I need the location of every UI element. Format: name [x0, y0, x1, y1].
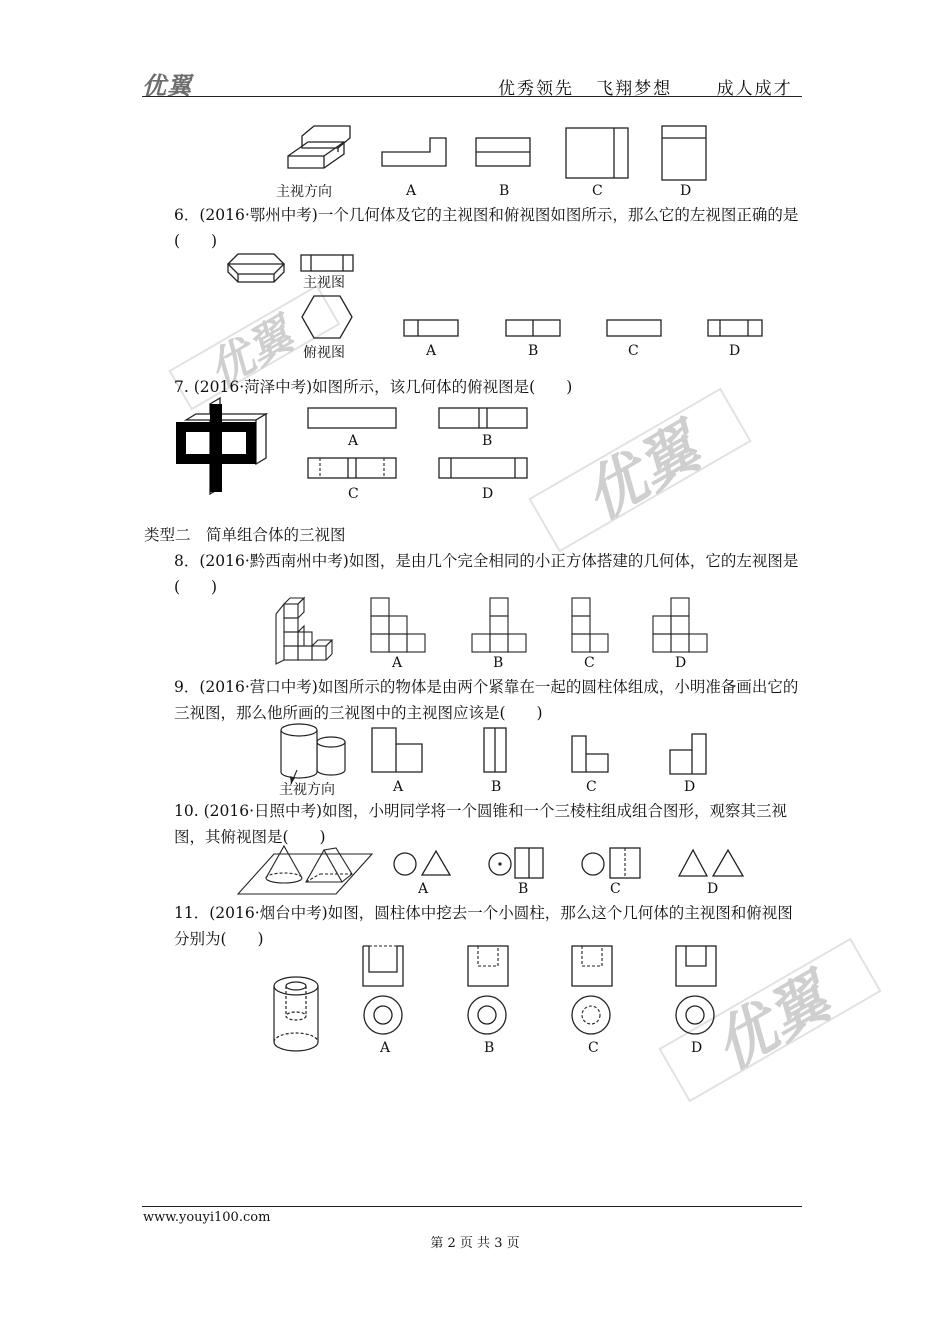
- q6-option-c: C: [628, 343, 639, 359]
- q6-front-view-label: 主视图: [303, 275, 345, 291]
- q11-option-a-top: [362, 994, 406, 1038]
- q6-option-a: A: [426, 343, 437, 359]
- q5-option-b-figure: [474, 136, 534, 176]
- q11-option-d: D: [691, 1040, 703, 1056]
- q9-option-a: A: [393, 779, 404, 795]
- q6-top-view: [300, 294, 356, 344]
- q11-option-a: A: [380, 1040, 391, 1056]
- q6-text: 6．(2016·鄂州中考)一个几何体及它的主视图和俯视图如图所示，那么它的左视图正确的是( ): [174, 206, 799, 250]
- q10-option-a: A: [418, 881, 429, 897]
- q11-option-b-top: [466, 994, 510, 1038]
- q8-cube-stack: [272, 598, 334, 672]
- q11-option-c: C: [588, 1040, 599, 1056]
- q9-option-c-figure: [570, 734, 614, 778]
- q5-option-d-figure: [660, 124, 710, 184]
- q6-top-view-label: 俯视图: [303, 345, 345, 361]
- q8-option-d-figure: [651, 596, 713, 656]
- q5-option-c-figure: [564, 126, 634, 181]
- q8-option-b-figure: [470, 596, 530, 656]
- q5-view-direction-label: 主视方向: [276, 184, 332, 200]
- q10-option-a-figure: [392, 848, 454, 882]
- watermark-1: 优翼: [200, 309, 302, 398]
- q5-option-a: A: [406, 183, 417, 199]
- q7-option-d-figure: [437, 456, 531, 482]
- q8-option-c: C: [584, 655, 595, 671]
- q7-option-a: A: [348, 433, 359, 449]
- header-slogan: 优秀领先 飞翔梦想 成人成才: [498, 79, 793, 99]
- q9-option-b: B: [491, 779, 502, 795]
- q10-cone-prism: [236, 844, 376, 896]
- q5-option-c: C: [592, 183, 603, 199]
- q10-option-b: B: [518, 881, 529, 897]
- q11-hollow-cylinder: [272, 968, 322, 1058]
- footer-url[interactable]: www.youyi100.com: [143, 1210, 271, 1225]
- q8-option-a-figure: [369, 596, 429, 656]
- q7-text: 7. (2016·菏泽中考)如图所示，该几何体的俯视图是( ): [174, 378, 573, 396]
- q11-option-b: B: [484, 1040, 495, 1056]
- q10-text: 10. (2016·日照中考)如图，小明同学将一个圆锥和一个三棱柱组成组合图形，观察其三视图，其俯视图是( ): [174, 802, 788, 846]
- q11-text: 11．(2016·烟台中考)如图，圆柱体中挖去一个小圆柱，那么这个几何体的主视图和俯视图分别为( ): [174, 904, 793, 948]
- q6-option-c-figure: [605, 318, 665, 340]
- q7-option-a-figure: [306, 406, 400, 432]
- q9-text: 9．(2016·营口中考)如图所示的物体是由两个紧靠在一起的圆柱体组成，小明准备画出它的三视图，那么他所画的三视图中的主视图应该是( ): [174, 678, 799, 722]
- q6-hexagonal-prism: [224, 250, 288, 286]
- q6-option-d: D: [729, 343, 741, 359]
- footer-rule: [142, 1206, 802, 1207]
- q7-option-c: C: [348, 486, 359, 502]
- q7-zhong-solid: [174, 398, 274, 494]
- q7-option-b-figure: [437, 406, 531, 432]
- q10-option-d: D: [707, 881, 719, 897]
- q8-option-c-figure: [570, 596, 614, 656]
- q11-option-a-front: [361, 944, 407, 990]
- q10-option-c: C: [610, 881, 621, 897]
- q5-option-d: D: [680, 183, 692, 199]
- q7-option-d: D: [482, 486, 494, 502]
- q11-option-d-front: [674, 944, 720, 990]
- q6-option-b-figure: [504, 318, 564, 340]
- q7-option-c-figure: [306, 456, 400, 482]
- q8-text: 8．(2016·黔西南州中考)如图，是由几个完全相同的小正方体搭建的几何体，它的左视图是( ): [174, 552, 799, 596]
- watermark-3: 优翼: [702, 963, 842, 1084]
- q5-option-b: B: [499, 183, 510, 199]
- q9-option-a-figure: [370, 726, 426, 776]
- q10-option-c-figure: [580, 846, 646, 880]
- q7-option-b: B: [482, 433, 493, 449]
- q10-option-d-figure: [677, 846, 749, 880]
- q8-option-d: D: [675, 655, 687, 671]
- q9-view-direction-label: 主视方向: [279, 782, 335, 798]
- q5-option-a-figure: [380, 136, 450, 176]
- q11-option-c-front: [570, 944, 616, 990]
- q10-option-b-figure: [487, 846, 549, 880]
- q9-option-d-figure: [668, 732, 712, 782]
- q8-option-b: B: [493, 655, 504, 671]
- q5-solid: [284, 122, 364, 182]
- q11-option-b-front: [466, 944, 512, 990]
- q6-option-a-figure: [402, 318, 462, 340]
- watermark-2: 优翼: [572, 413, 712, 534]
- q8-option-a: A: [392, 655, 403, 671]
- section-2-title: 类型二 简单组合体的三视图: [144, 526, 346, 544]
- q6-option-d-figure: [706, 318, 766, 340]
- q6-option-b: B: [528, 343, 539, 359]
- logo: 优翼: [142, 72, 192, 100]
- q9-option-b-figure: [482, 726, 512, 776]
- q9-option-c: C: [586, 779, 597, 795]
- q11-option-c-top: [570, 994, 614, 1038]
- page-number: 第 2 页 共 3 页: [430, 1236, 520, 1251]
- q9-option-d: D: [684, 779, 696, 795]
- q11-option-d-top: [674, 994, 718, 1038]
